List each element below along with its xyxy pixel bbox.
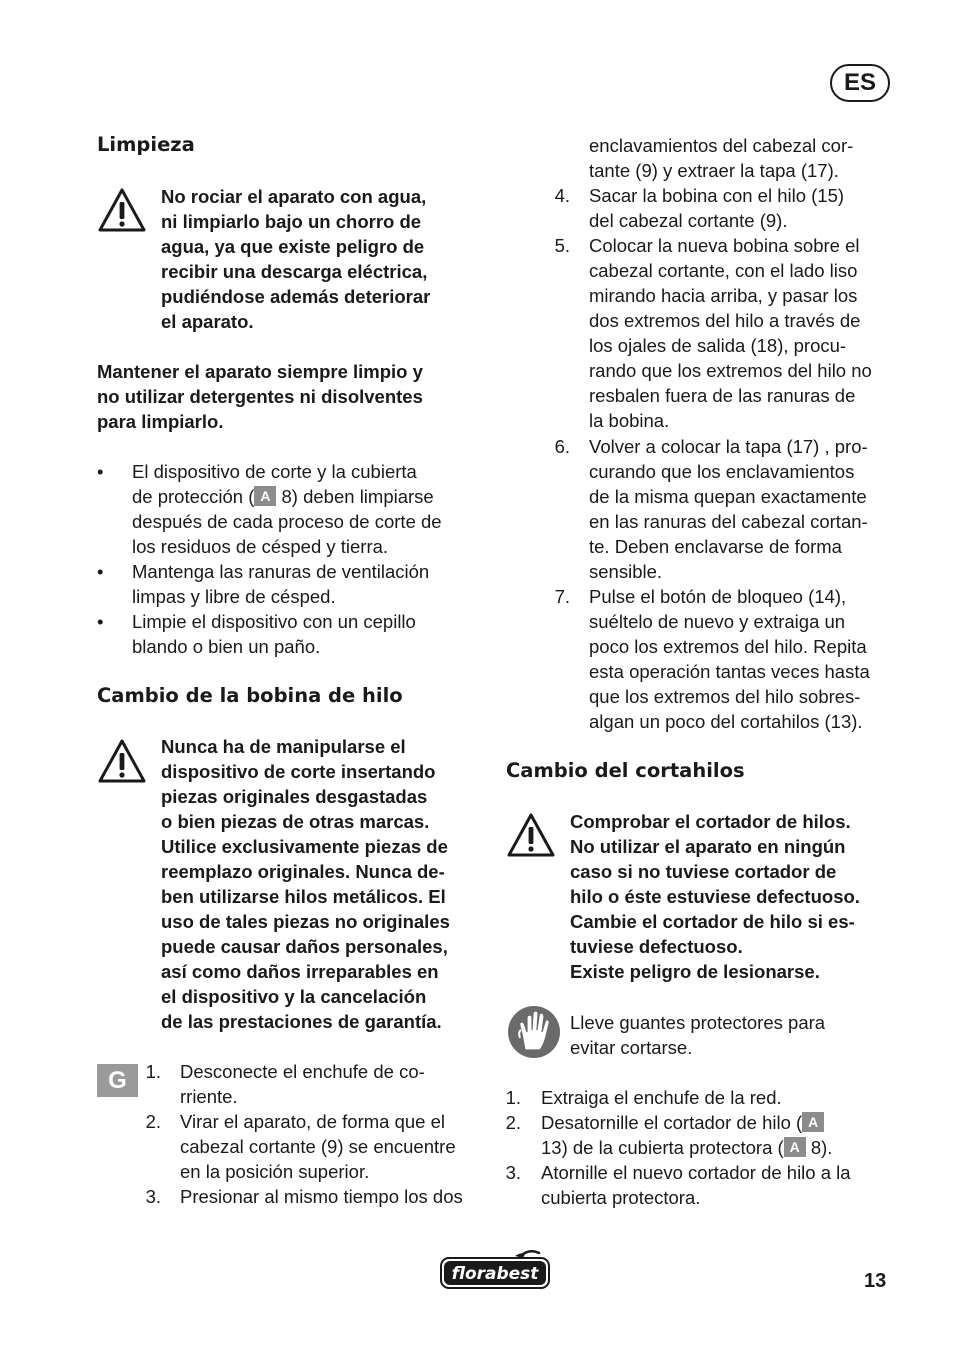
note-line: no utilizar detergentes ni disolventes <box>97 386 423 407</box>
step-line: tante (9) y extraer la tapa (17). <box>589 160 839 181</box>
figure-a-badge: A <box>802 1112 824 1132</box>
step-line: cubierta protectora. <box>541 1187 701 1208</box>
warning-line: de las prestaciones de garantía. <box>161 1011 442 1032</box>
warning-line: Existe peligro de lesionarse. <box>570 961 820 982</box>
step-text <box>589 233 872 433</box>
warning-line: tuviese defectuoso. <box>570 936 743 957</box>
step-text <box>541 1085 782 1110</box>
gloves-note <box>570 1010 825 1060</box>
warning-line: Cambie el cortador de hilo si es- <box>570 911 855 932</box>
warning-line: Utilice exclusivamente piezas de <box>161 836 448 857</box>
text-segment: 8). <box>805 1137 833 1158</box>
step-line: dos extremos del hilo a través de <box>589 310 861 331</box>
text-segment: Desatornille el cortador de hilo ( <box>541 1112 803 1133</box>
step-line: rriente. <box>180 1086 238 1107</box>
brand-logo <box>439 1248 551 1290</box>
step-number: 5. <box>554 235 570 256</box>
warning-line: puede causar daños personales, <box>161 936 448 957</box>
warning-line: ni limpiarlo bajo un chorro de <box>161 211 422 232</box>
step-number: 7. <box>554 586 570 607</box>
step-line: Presionar al mismo tiempo los dos <box>180 1186 463 1207</box>
step-text <box>589 434 868 584</box>
heading-cortahilos: Cambio del cortahilos <box>506 759 745 782</box>
warning-icon <box>97 187 147 233</box>
step-text <box>541 1160 851 1210</box>
figure-a-badge: A <box>784 1137 806 1157</box>
step-line: sensible. <box>589 561 663 582</box>
figure-a-badge: A <box>254 486 276 506</box>
heading-bobina: Cambio de la bobina de hilo <box>97 684 403 707</box>
warning-line: Comprobar el cortador de hilos. <box>570 811 851 832</box>
warning-line: el dispositivo y la cancelación <box>161 986 427 1007</box>
warning-line: el aparato. <box>161 311 254 332</box>
heading-limpieza: Limpieza <box>97 133 195 156</box>
bullet-line: después de cada proceso de corte de <box>132 511 442 532</box>
step-line: Colocar la nueva bobina sobre el <box>589 235 860 256</box>
warning-icon <box>97 738 147 784</box>
step-line: suéltelo de nuevo y extraiga un <box>589 611 846 632</box>
step-number: 1. <box>145 1061 161 1082</box>
gloves-line: evitar cortarse. <box>570 1037 693 1058</box>
bullet-line: los residuos de césped y tierra. <box>132 536 389 557</box>
step-line: esta operación tantas veces hasta <box>589 661 870 682</box>
step-line: algan un poco del cortahilos (13). <box>589 711 863 732</box>
bullet-dot: • <box>97 611 104 632</box>
step-line: en la posición superior. <box>180 1161 370 1182</box>
bullet-item-brush <box>132 609 416 659</box>
bullet-item-cutting-device <box>132 459 442 559</box>
step-line: cabezal cortante, con el lado liso <box>589 260 858 281</box>
step-line: del cabezal cortante (9). <box>589 210 788 231</box>
text-segment: 8) deben limpiarse <box>276 486 434 507</box>
step-line: Extraiga el enchufe de la red. <box>541 1087 782 1108</box>
step-text <box>180 1109 456 1184</box>
bullet-line <box>132 484 442 509</box>
step-text <box>541 1110 832 1160</box>
language-badge: ES <box>830 64 890 102</box>
warning-line: hilo o éste estuviese defectuoso. <box>570 886 860 907</box>
step-line <box>541 1135 832 1160</box>
step-line: rando que los extremos del hilo no <box>589 360 872 381</box>
step-line: en las ranuras del cabezal cortan- <box>589 511 868 532</box>
warning-line: o bien piezas de otras marcas. <box>161 811 430 832</box>
warning-line: caso si no tuviese cortador de <box>570 861 837 882</box>
warning-line: agua, ya que existe peligro de <box>161 236 425 257</box>
note-line: para limpiarlo. <box>97 411 224 432</box>
bullet-dot: • <box>97 461 104 482</box>
warning-line: reemplazo originales. Nunca de- <box>161 861 445 882</box>
step-line: cabezal cortante (9) se encuentre <box>180 1136 456 1157</box>
step-line: curando que los enclavamientos <box>589 461 855 482</box>
bullet-line: limpas y libre de césped. <box>132 586 336 607</box>
warning-line: pudiéndose además deteriorar <box>161 286 431 307</box>
warning-line: No utilizar el aparato en ningún <box>570 836 846 857</box>
bullet-line: El dispositivo de corte y la cubierta <box>132 461 417 482</box>
step-line: Virar el aparato, de forma que el <box>180 1111 445 1132</box>
bullet-line: blando o bien un paño. <box>132 636 321 657</box>
step-line: enclavamientos del cabezal cor- <box>589 135 854 156</box>
step-line: Sacar la bobina con el hilo (15) <box>589 185 845 206</box>
step-number: 4. <box>554 185 570 206</box>
text-segment: 13) de la cubierta protectora ( <box>541 1137 784 1158</box>
warning-line: Nunca ha de manipularse el <box>161 736 406 757</box>
svg-text:florabest: florabest <box>451 1264 539 1284</box>
step-line: te. Deben enclavarse de forma <box>589 536 842 557</box>
warning-icon <box>506 812 556 858</box>
step-text <box>589 183 844 233</box>
step-line: Pulse el botón de bloqueo (14), <box>589 586 847 607</box>
warning-text-bobina <box>161 734 450 1034</box>
page-number: 13 <box>864 1270 887 1292</box>
step-number: 6. <box>554 436 570 457</box>
warning-line: así como daños irreparables en <box>161 961 439 982</box>
cleaning-note <box>97 359 423 434</box>
step-number: 3. <box>505 1162 521 1183</box>
step-text <box>589 584 870 734</box>
warning-line: No rociar el aparato con agua, <box>161 186 427 207</box>
text-segment: de protección ( <box>132 486 255 507</box>
step-text-continued <box>589 133 853 183</box>
warning-line: ben utilizarse hilos metálicos. El <box>161 886 446 907</box>
step-text <box>180 1059 425 1109</box>
step-line: Atornille el nuevo cortador de hilo a la <box>541 1162 851 1183</box>
warning-line: dispositivo de corte insertando <box>161 761 436 782</box>
bullet-line: Limpie el dispositivo con un cepillo <box>132 611 416 632</box>
warning-text-limpieza <box>161 184 430 334</box>
step-line: Desconecte el enchufe de co- <box>180 1061 425 1082</box>
gloves-icon <box>506 1004 562 1060</box>
warning-line: recibir una descarga eléctrica, <box>161 261 428 282</box>
step-number: 2. <box>505 1112 521 1133</box>
step-line: Volver a colocar la tapa (17) , pro- <box>589 436 868 457</box>
warning-line: uso de tales piezas no originales <box>161 911 450 932</box>
step-number: 3. <box>145 1186 161 1207</box>
step-line: la bobina. <box>589 410 670 431</box>
step-line <box>541 1110 832 1135</box>
step-text <box>180 1184 463 1209</box>
bullet-item-vents <box>132 559 429 609</box>
step-line: que los extremos del hilo sobres- <box>589 686 861 707</box>
step-line: poco los extremos del hilo. Repita <box>589 636 867 657</box>
step-line: los ojales de salida (18), procu- <box>589 335 847 356</box>
step-line: de la misma quepan exactamente <box>589 486 867 507</box>
figure-g-badge: G <box>97 1064 138 1097</box>
bullet-dot: • <box>97 561 104 582</box>
step-number: 1. <box>505 1087 521 1108</box>
bullet-line: Mantenga las ranuras de ventilación <box>132 561 430 582</box>
step-line: mirando hacia arriba, y pasar los <box>589 285 858 306</box>
warning-text-cortahilos <box>570 809 860 984</box>
note-line: Mantener el aparato siempre limpio y <box>97 361 423 382</box>
step-number: 2. <box>145 1111 161 1132</box>
warning-line: piezas originales desgastadas <box>161 786 428 807</box>
gloves-line: Lleve guantes protectores para <box>570 1012 826 1033</box>
step-line: resbalen fuera de las ranuras de <box>589 385 856 406</box>
